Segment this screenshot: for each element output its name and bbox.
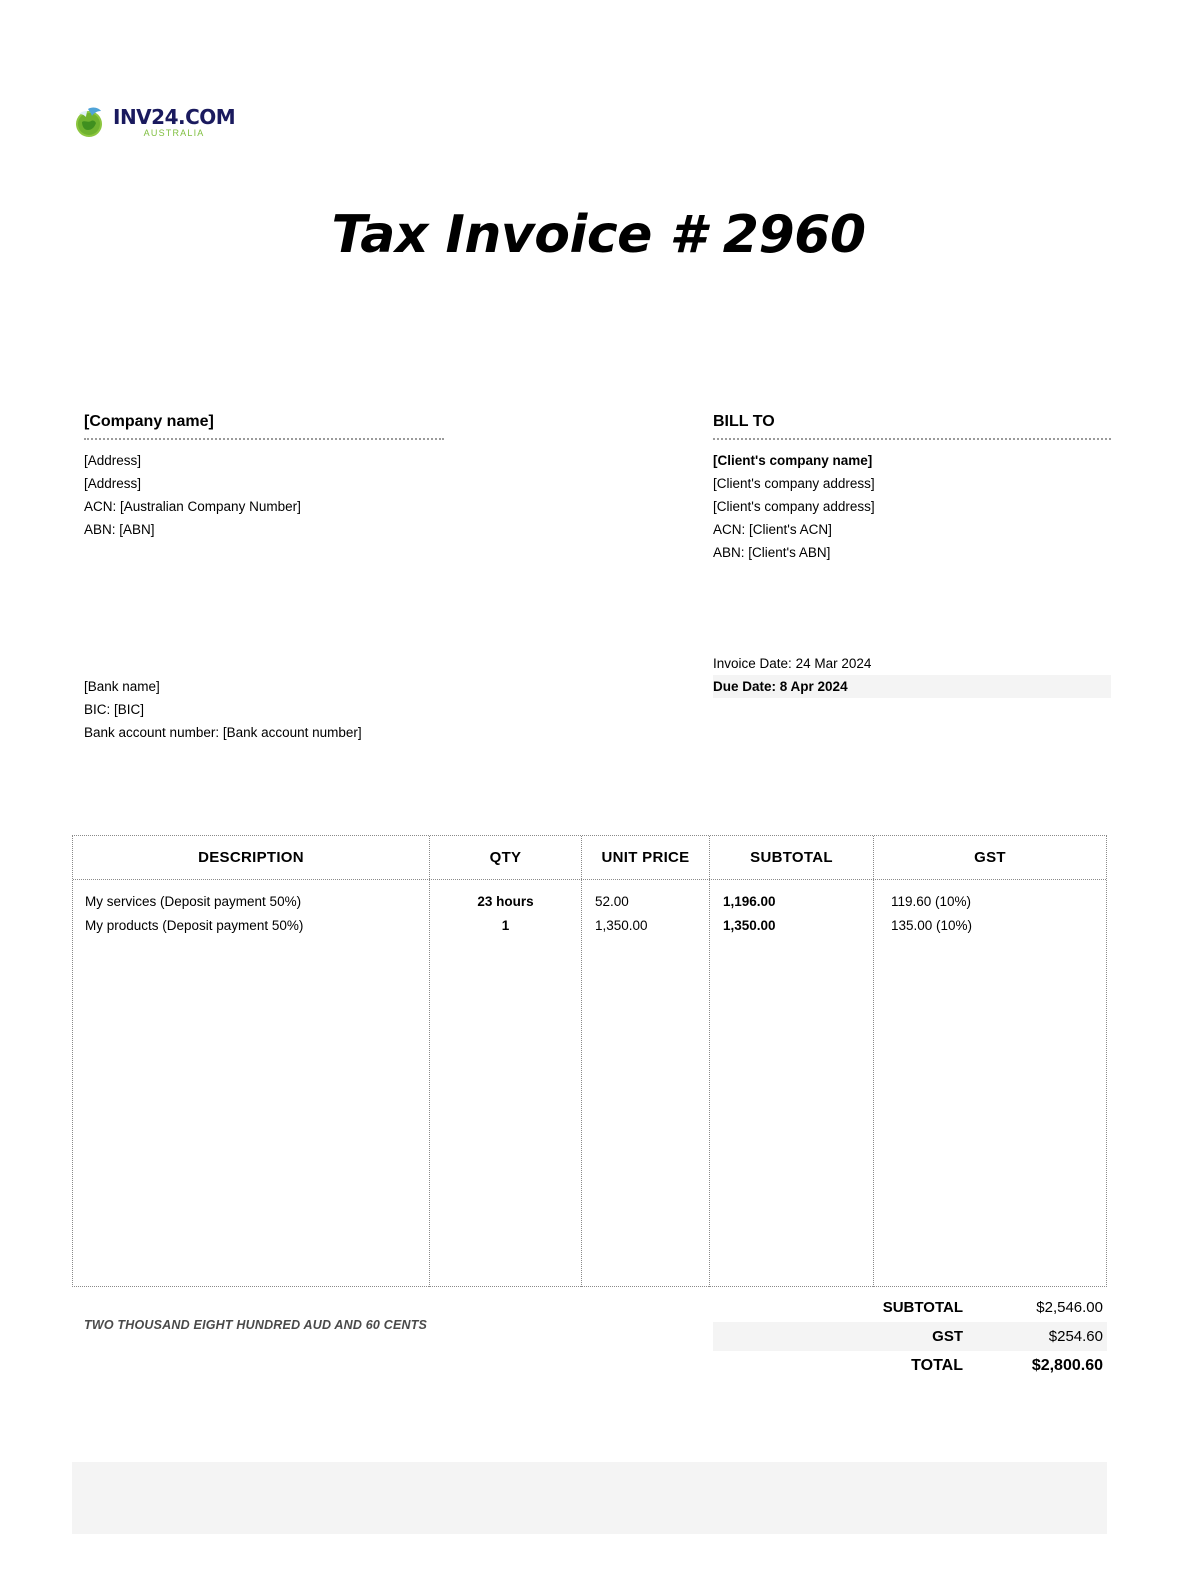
client-company-name: [Client's company name] (713, 453, 873, 468)
seller-address-1: [Address] (84, 453, 142, 468)
gst-row (713, 1322, 1107, 1351)
row-1-unit-price: 52.00 (595, 894, 629, 909)
seller-company-name: [Company name] (84, 413, 214, 430)
seller-abn: ABN: [ABN] (84, 522, 155, 537)
subtotal-value: $2,546.00 (1036, 1299, 1103, 1316)
row-1-gst: 119.60 (10%) (891, 894, 972, 909)
total-label: TOTAL (911, 1356, 963, 1374)
bank-name: [Bank name] (84, 679, 160, 694)
bank-account-number: Bank account number: [Bank account number] (84, 725, 362, 740)
bank-details-block (84, 675, 514, 744)
due-date-value: 8 Apr 2024 (779, 679, 848, 694)
gst-value: $254.60 (1048, 1328, 1103, 1345)
globe-leaf-logo-icon (72, 105, 106, 139)
brand-name: INV24.COM (113, 104, 236, 129)
bill-to-block (713, 413, 1111, 564)
row-2-unit-price: 1,350.00 (595, 918, 648, 933)
seller-acn: ACN: [Australian Company Number] (84, 499, 301, 514)
bank-bic: BIC: [BIC] (84, 702, 145, 717)
seller-address-2: [Address] (84, 476, 142, 491)
brand-logo (72, 105, 235, 139)
table-body (73, 880, 1106, 1287)
invoice-date-value: 24 Mar 2024 (795, 656, 872, 671)
gst-label: GST (932, 1328, 963, 1345)
header-qty: QTY (430, 836, 582, 879)
due-date-row (713, 675, 1111, 698)
client-address-1: [Client's company address] (713, 476, 875, 491)
header-gst: GST (974, 849, 1006, 866)
row-1-description: My services (Deposit payment 50%) (85, 894, 302, 909)
row-2-qty: 1 (501, 918, 510, 933)
header-subtotal: SUBTOTAL (710, 836, 874, 879)
due-date-label: Due Date: (713, 679, 777, 694)
line-items-table (72, 835, 1107, 1287)
subtotal-label: SUBTOTAL (882, 1299, 963, 1316)
column-gst (874, 880, 1106, 1287)
client-address-2: [Client's company address] (713, 499, 875, 514)
row-1-qty: 23 hours (477, 894, 534, 909)
column-qty (430, 880, 582, 1287)
seller-divider (84, 438, 444, 440)
header-unit-price: UNIT PRICE (582, 836, 710, 879)
bill-to-divider (713, 438, 1111, 440)
column-unit-price (582, 880, 710, 1287)
table-header-row (73, 836, 1106, 880)
invoice-date-label: Invoice Date: (713, 656, 792, 671)
row-1-subtotal: 1,196.00 (723, 894, 776, 909)
amount-in-words: TWO THOUSAND EIGHT HUNDRED AUD AND 60 CENTS (84, 1318, 428, 1332)
subtotal-row (713, 1293, 1107, 1322)
seller-block (84, 413, 444, 541)
footer-band (72, 1462, 1107, 1534)
totals-block (713, 1293, 1107, 1380)
total-value: $2,800.60 (1031, 1356, 1103, 1374)
header-description: DESCRIPTION (73, 836, 430, 879)
row-2-gst: 135.00 (10%) (891, 918, 973, 933)
dates-block (713, 652, 1111, 698)
column-description (73, 880, 430, 1287)
client-abn: ABN: [Client's ABN] (713, 545, 831, 560)
client-acn: ACN: [Client's ACN] (713, 522, 832, 537)
column-subtotal (710, 880, 874, 1287)
brand-country: AUSTRALIA (143, 127, 205, 138)
row-2-description: My products (Deposit payment 50%) (85, 918, 304, 933)
page-title: Tax Invoice # 2960 (331, 205, 866, 265)
invoice-date-row (713, 652, 1111, 675)
bill-to-heading: BILL TO (713, 413, 775, 430)
row-2-subtotal: 1,350.00 (723, 918, 776, 933)
total-row (713, 1351, 1107, 1380)
